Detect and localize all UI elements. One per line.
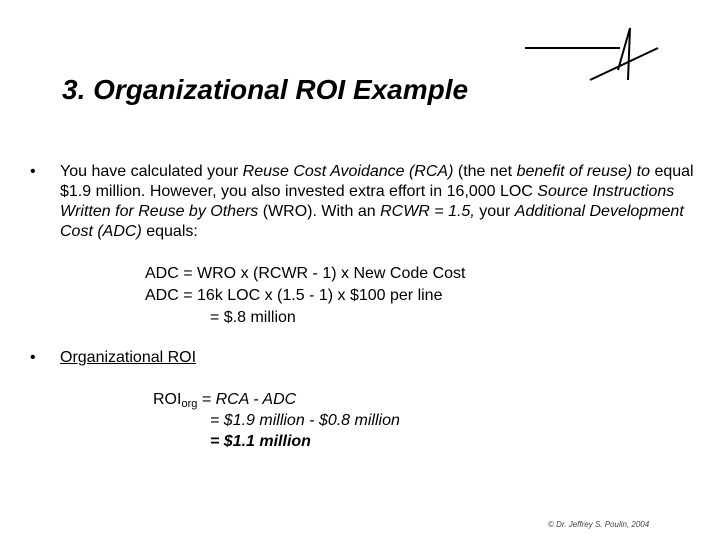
roi-result: = $1.1 million xyxy=(210,433,311,450)
roi-formula-rest: = RCA - ADC xyxy=(197,391,297,408)
text-run: equal $1.9 million. However, you also invested extra effort in 16,000 LOC xyxy=(60,163,694,200)
bullet-text xyxy=(60,348,710,368)
adc-substitution: ADC = 16k LOC x (1.5 - 1) x $100 per line xyxy=(145,287,443,304)
page-title: 3. Organizational ROI Example xyxy=(62,74,469,105)
text-run: equals: xyxy=(141,223,198,240)
star-logo-icon xyxy=(520,22,660,86)
text-run: You have calculated your xyxy=(60,163,243,180)
text-run: (the net xyxy=(453,163,517,180)
text-run-italic: benefit of reuse) xyxy=(516,163,633,180)
roi-subscript: org xyxy=(181,398,198,410)
bullet-text xyxy=(60,162,710,242)
adc-formula: ADC = WRO x (RCWR - 1) x New Code Cost xyxy=(145,265,466,282)
text-run-italic: Source Instructions Written for Reuse by Others xyxy=(60,183,675,220)
roi-substitution: = $1.9 million - $0.8 million xyxy=(210,412,400,429)
text-run-italic: Reuse Cost Avoidance (RCA) xyxy=(242,163,454,180)
copyright-footer: © Dr. Jeffrey S. Poulin, 2004 xyxy=(548,520,650,529)
text-run: your xyxy=(474,203,515,220)
bullet-marker: • xyxy=(30,163,36,180)
text-run-italic: RCWR = 1.5, xyxy=(380,203,475,220)
bullet-marker: • xyxy=(30,349,36,366)
org-roi-heading: Organizational ROI xyxy=(60,349,197,366)
roi-symbol: ROI xyxy=(153,391,182,408)
adc-result: = $.8 million xyxy=(210,309,296,326)
text-run-italic: Additional Development Cost (ADC) xyxy=(60,203,684,240)
text-run: (WRO). With an xyxy=(258,203,381,220)
text-run-italic: to xyxy=(632,163,650,180)
